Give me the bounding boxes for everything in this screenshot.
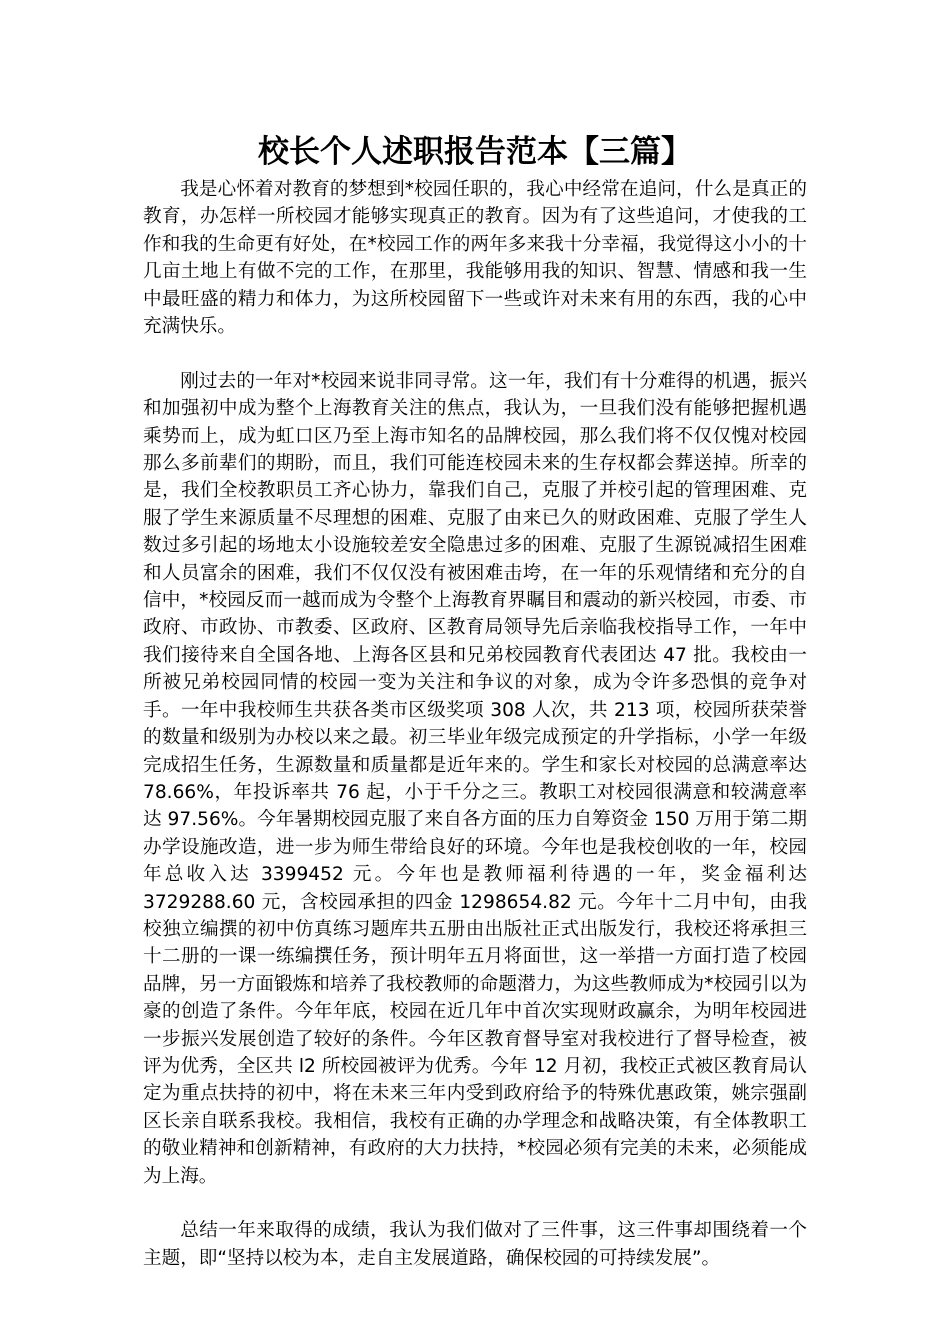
- document-page: [143, 128, 807, 1272]
- paragraph-achievements: 刚过去的一年对*校园来说非同寻常。这一年，我们有十分难得的机遇，振兴和加强初中成为整个上海教育关注的焦点，我认为，一旦我们没有能够把握机遇乘势而上，成为虹口区乃至上海市知名的品牌校园，那么我们将不仅仅愧对校园那么多前辈们的期盼，而且，我们可能连校园未来的生存权都会葬送掉。所幸的是，我们全校教职员工齐心协力，靠我们自己，克服了并校引起的管理困难、克服了学生来源质量不尽理想的困难、克服了由来已久的财政困难、克服了学生人数过多引起的场地太小设施较差安全隐患过多的困难、克服了生源锐减招生困难和人员富余的困难，我们不仅仅没有被困难击垮，在一年的乐观情绪和充分的自信中，*校园反而一越而成为令整个上海教育界瞩目和震动的新兴校园，市委、市政府、市政协、市教委、区政府、区教育局领导先后亲临我校指导工作，一年中我们接待来自全国各地、上海各区县和兄弟校园教育代表团达 47 批。我校由一所被兄弟校园同情的校园一变为关注和争议的对象，成为令许多恐惧的竞争对手。一年中我校师生共获各类市区级奖项 308 人次，共 213 项，校园所获荣誉的数量和级别为办校以来之最。初三毕业年级完成预定的升学指标，小学一年级完成招生任务，生源数量和质量都是近年来的。学生和家长对校园的总满意率达 78.66%，年投诉率共 76 起，小于千分之三。教职工对校园很满意和较满意率达 97.56%。今年暑期校园克服了来自各方面的压力自筹资金 150 万用于第二期办学设施改造，进一步为师生带给良好的环境。今年也是我校创收的一年，校园年总收入达 3399452 元。今年也是教师福利待遇的一年，奖金福利达 3729288.60 元，含校园承担的四金 1298654.82 元。今年十二月中旬，由我校独立编撰的初中仿真练习题库共五册由出版社正式出版发行，我校还将承担三十二册的一课一练编撰任务，预计明年五月将面世，这一举措一方面打造了校园品牌，另一方面锻炼和培养了我校教师的命题潜力，为这些教师成为*校园引以为豪的创造了条件。今年年底，校园在近几年中首次实现财政赢余，为明年校园进一步振兴发展创造了较好的条件。今年区教育督导室对我校进行了督导检查，被评为优秀，全区共 l2 所校园被评为优秀。今年 12 月初，我校正式被区教育局认定为重点扶持的初中，将在未来三年内受到政府给予的特殊优惠政策，姚宗强副区长亲自联系我校。我相信，我校有正确的办学理念和战略决策，有全体教职工的敬业精神和创新精神，有政府的大力扶持，*校园必须有完美的未来，必须能成为上海。: [143, 370, 807, 1187]
- document-title: 校长个人述职报告范本【三篇】: [258, 134, 692, 170]
- paragraph-intro: 我是心怀着对教育的梦想到*校园任职的，我心中经常在追问，什么是真正的教育，办怎样一所校园才能够实现真正的教育。因为有了这些追问，才使我的工作和我的生命更有好处，在*校园工作的两年多来我十分幸福，我觉得这小小的十几亩土地上有做不完的工作，在那里，我能够用我的知识、智慧、情感和我一生中最旺盛的精力和体力，为这所校园留下一些或许对未来有用的东西，我的心中充满快乐。: [143, 179, 807, 338]
- paragraph-gap: [143, 1190, 807, 1217]
- paragraph-gap: [143, 340, 807, 367]
- paragraph-summary: 总结一年来取得的成绩，我认为我们做对了三件事，这三件事却围绕着一个主题，即“坚持以校为本，走自主发展道路，确保校园的可持续发展”。: [143, 1220, 807, 1269]
